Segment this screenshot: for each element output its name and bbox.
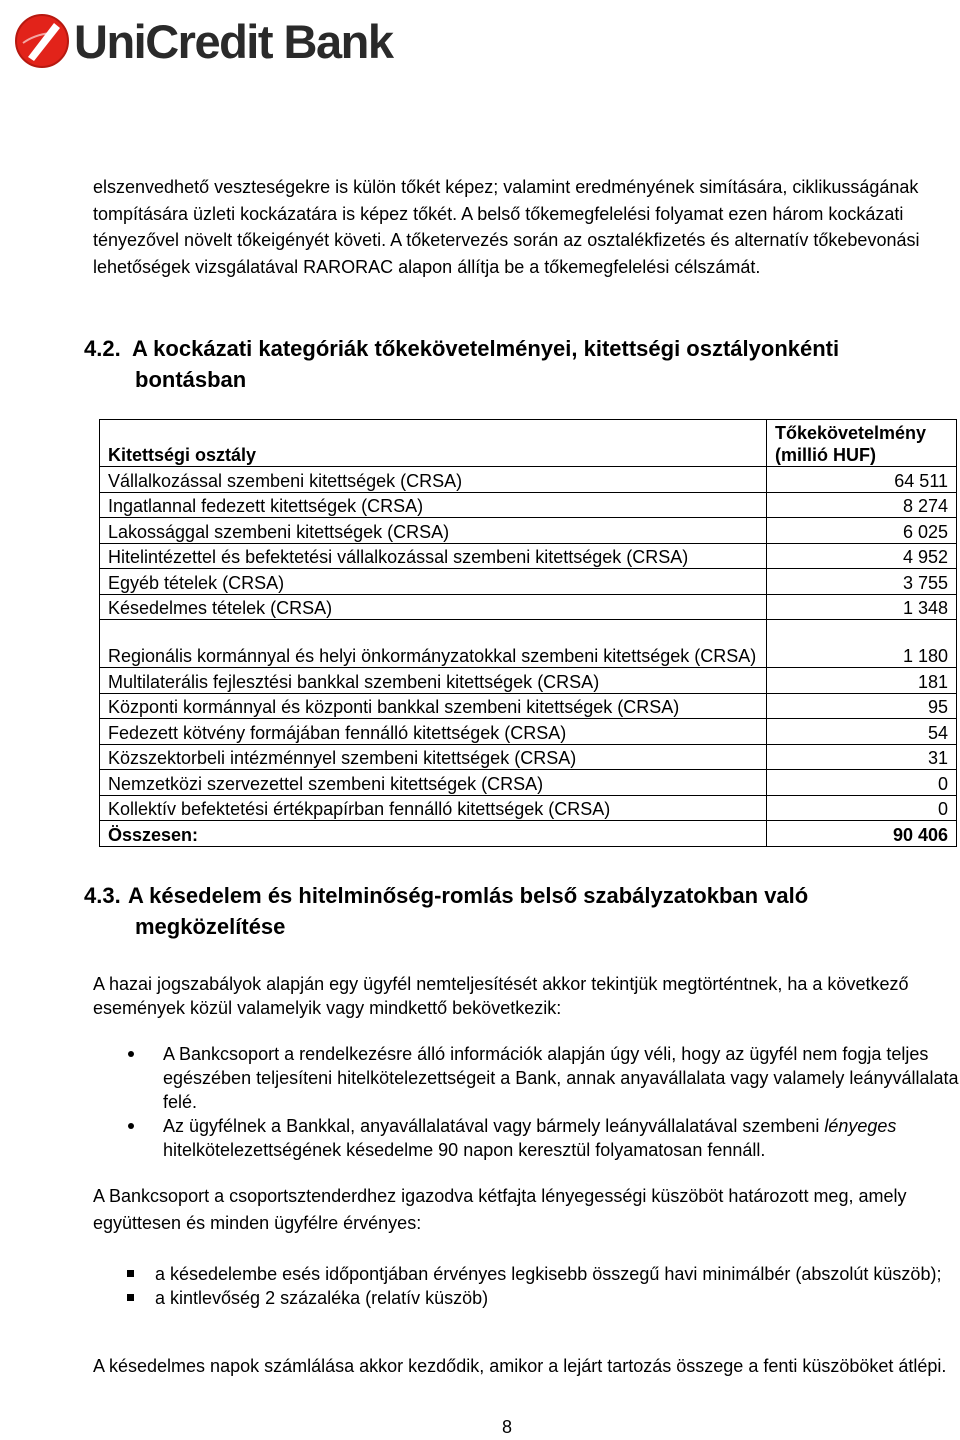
capital-requirement-cell: 54 bbox=[767, 719, 957, 745]
capital-requirement-cell: 181 bbox=[767, 668, 957, 694]
capital-requirement-cell: 6 025 bbox=[767, 518, 957, 544]
capital-requirement-cell: 8 274 bbox=[767, 492, 957, 518]
col-header-exposure-class: Kitettségi osztály bbox=[100, 420, 767, 467]
exposure-class-cell: Egyéb tételek (CRSA) bbox=[100, 569, 767, 595]
unicredit-logo-icon bbox=[14, 13, 70, 69]
capital-requirement-cell: 0 bbox=[767, 770, 957, 796]
table-row bbox=[100, 668, 957, 694]
table-header-row bbox=[100, 420, 957, 467]
table-row bbox=[100, 543, 957, 569]
table-row bbox=[100, 770, 957, 796]
section-heading-4-3 bbox=[84, 880, 944, 942]
exposure-class-cell: Regionális kormánnyal és helyi önkormányzatokkal szembeni kitettségek (CRSA) bbox=[100, 620, 767, 668]
table-row bbox=[100, 744, 957, 770]
list-item bbox=[155, 1286, 955, 1310]
section-title-line2: megközelítése bbox=[135, 914, 286, 939]
default-definition-paragraph: A hazai jogszabályok alapján egy ügyfél nemteljesítését akkor tekintjük megtörténtnek, ha a következő események közül valamelyik vagy mindkettő bekövetkezik: bbox=[93, 974, 909, 1018]
capital-requirement-cell: 95 bbox=[767, 693, 957, 719]
exposure-class-cell: Nemzetközi szervezettel szembeni kitettségek (CRSA) bbox=[100, 770, 767, 796]
exposure-class-cell: Közszektorbeli intézménnyel szembeni kitettségek (CRSA) bbox=[100, 744, 767, 770]
section-heading-4-2 bbox=[84, 333, 944, 395]
total-label: Összesen: bbox=[100, 821, 767, 847]
col-header-line1: Tőkekövetelmény bbox=[775, 423, 927, 443]
list-item bbox=[163, 1114, 960, 1162]
col-header-line2: (millió HUF) bbox=[775, 445, 876, 465]
list-item bbox=[163, 1042, 960, 1114]
capital-requirement-cell: 31 bbox=[767, 744, 957, 770]
bank-logo bbox=[14, 12, 393, 70]
table-row bbox=[100, 719, 957, 745]
table-total-row bbox=[100, 821, 957, 847]
table-row bbox=[100, 620, 957, 668]
section-number: 4.3. bbox=[84, 883, 121, 908]
list-item-text-after: hitelkötelezettségének késedelme 90 napon keresztül folyamatosan fennáll. bbox=[163, 1140, 766, 1160]
exposure-class-cell: Kollektív befektetési értékpapírban fennálló kitettségek (CRSA) bbox=[100, 795, 767, 821]
col-header-capital-requirement bbox=[767, 420, 957, 467]
list-item bbox=[155, 1262, 955, 1286]
table-row bbox=[100, 467, 957, 493]
table-row bbox=[100, 569, 957, 595]
days-count-paragraph: A késedelmes napok számlálása akkor kezdődik, amikor a lejárt tartozás összege a fenti küszöböket átlépi. bbox=[93, 1356, 947, 1376]
table-row bbox=[100, 518, 957, 544]
exposure-class-cell: Ingatlannal fedezett kitettségek (CRSA) bbox=[100, 492, 767, 518]
capital-requirement-cell: 64 511 bbox=[767, 467, 957, 493]
threshold-paragraph: A Bankcsoport a csoportsztenderdhez igazodva kétfajta lényegességi küszöböt határozott meg, amely együttesen és minden ügyfélre érvényes: bbox=[93, 1186, 907, 1233]
exposure-class-cell: Központi kormánnyal és központi bankkal szembeni kitettségek (CRSA) bbox=[100, 693, 767, 719]
total-value: 90 406 bbox=[767, 821, 957, 847]
exposure-class-cell: Késedelmes tételek (CRSA) bbox=[100, 594, 767, 620]
table-row bbox=[100, 795, 957, 821]
page-number: 8 bbox=[501, 1417, 512, 1437]
list-item-text: A Bankcsoport a rendelkezésre álló információk alapján úgy véli, hogy az ügyfél nem fogja teljes egészében teljesíteni hitelkötelezettségeit a Bank, annak anyavállalata vagy valamely leányvállalata felé. bbox=[163, 1044, 959, 1112]
exposure-class-cell: Lakossággal szembeni kitettségek (CRSA) bbox=[100, 518, 767, 544]
section-title-line1: A kockázati kategóriák tőkekövetelményei, kitettségi osztályonkénti bbox=[132, 336, 840, 361]
table-row bbox=[100, 492, 957, 518]
exposure-class-cell: Multilaterális fejlesztési bankkal szembeni kitettségek (CRSA) bbox=[100, 668, 767, 694]
list-item-emphasis: lényeges bbox=[824, 1116, 897, 1136]
threshold-list bbox=[155, 1262, 955, 1310]
table-row bbox=[100, 594, 957, 620]
list-item-text-before: Az ügyfélnek a Bankkal, anyavállalatával vagy bármely leányvállalatával szembeni bbox=[163, 1116, 825, 1136]
capital-requirement-cell: 3 755 bbox=[767, 569, 957, 595]
list-item-text: a késedelembe esés időpontjában érvényes legkisebb összegű havi minimálbér (abszolút küszöb); bbox=[155, 1264, 942, 1284]
exposure-class-cell: Fedezett kötvény formájában fennálló kitettségek (CRSA) bbox=[100, 719, 767, 745]
table-row bbox=[100, 693, 957, 719]
exposure-class-cell: Vállalkozással szembeni kitettségek (CRSA) bbox=[100, 467, 767, 493]
logo-text: UniCredit Bank bbox=[74, 14, 393, 68]
section-title-line2: bontásban bbox=[135, 367, 247, 392]
exposure-class-cell: Hitelintézettel és befektetési vállalkozással szembeni kitettségek (CRSA) bbox=[100, 543, 767, 569]
exposure-table bbox=[99, 419, 957, 847]
section-number: 4.2. bbox=[84, 336, 121, 361]
capital-requirement-cell: 4 952 bbox=[767, 543, 957, 569]
capital-requirement-cell: 0 bbox=[767, 795, 957, 821]
capital-requirement-cell: 1 348 bbox=[767, 594, 957, 620]
section-title-line1: A késedelem és hitelminőség-romlás belső szabályzatokban való bbox=[128, 883, 809, 908]
default-conditions-list bbox=[163, 1042, 960, 1162]
intro-paragraph: elszenvedhető veszteségekre is külön tőkét képez; valamint eredményének simítására, ciklikusságának tompítására üzleti kockázatára is képez tőkét. A belső tőkemegfelelési folyamat ezen három kockázati tényezővel növelt tőkeigényét követi. A tőketervezés során az osztalékfizetés és alternatív tőkebevonási lehetőségek vizsgálatával RARORAC alapon állítja be a tőkemegfelelési célszámát. bbox=[93, 177, 920, 277]
capital-requirement-cell: 1 180 bbox=[767, 620, 957, 668]
list-item-text: a kintlevőség 2 százaléka (relatív küszöb) bbox=[155, 1288, 489, 1308]
